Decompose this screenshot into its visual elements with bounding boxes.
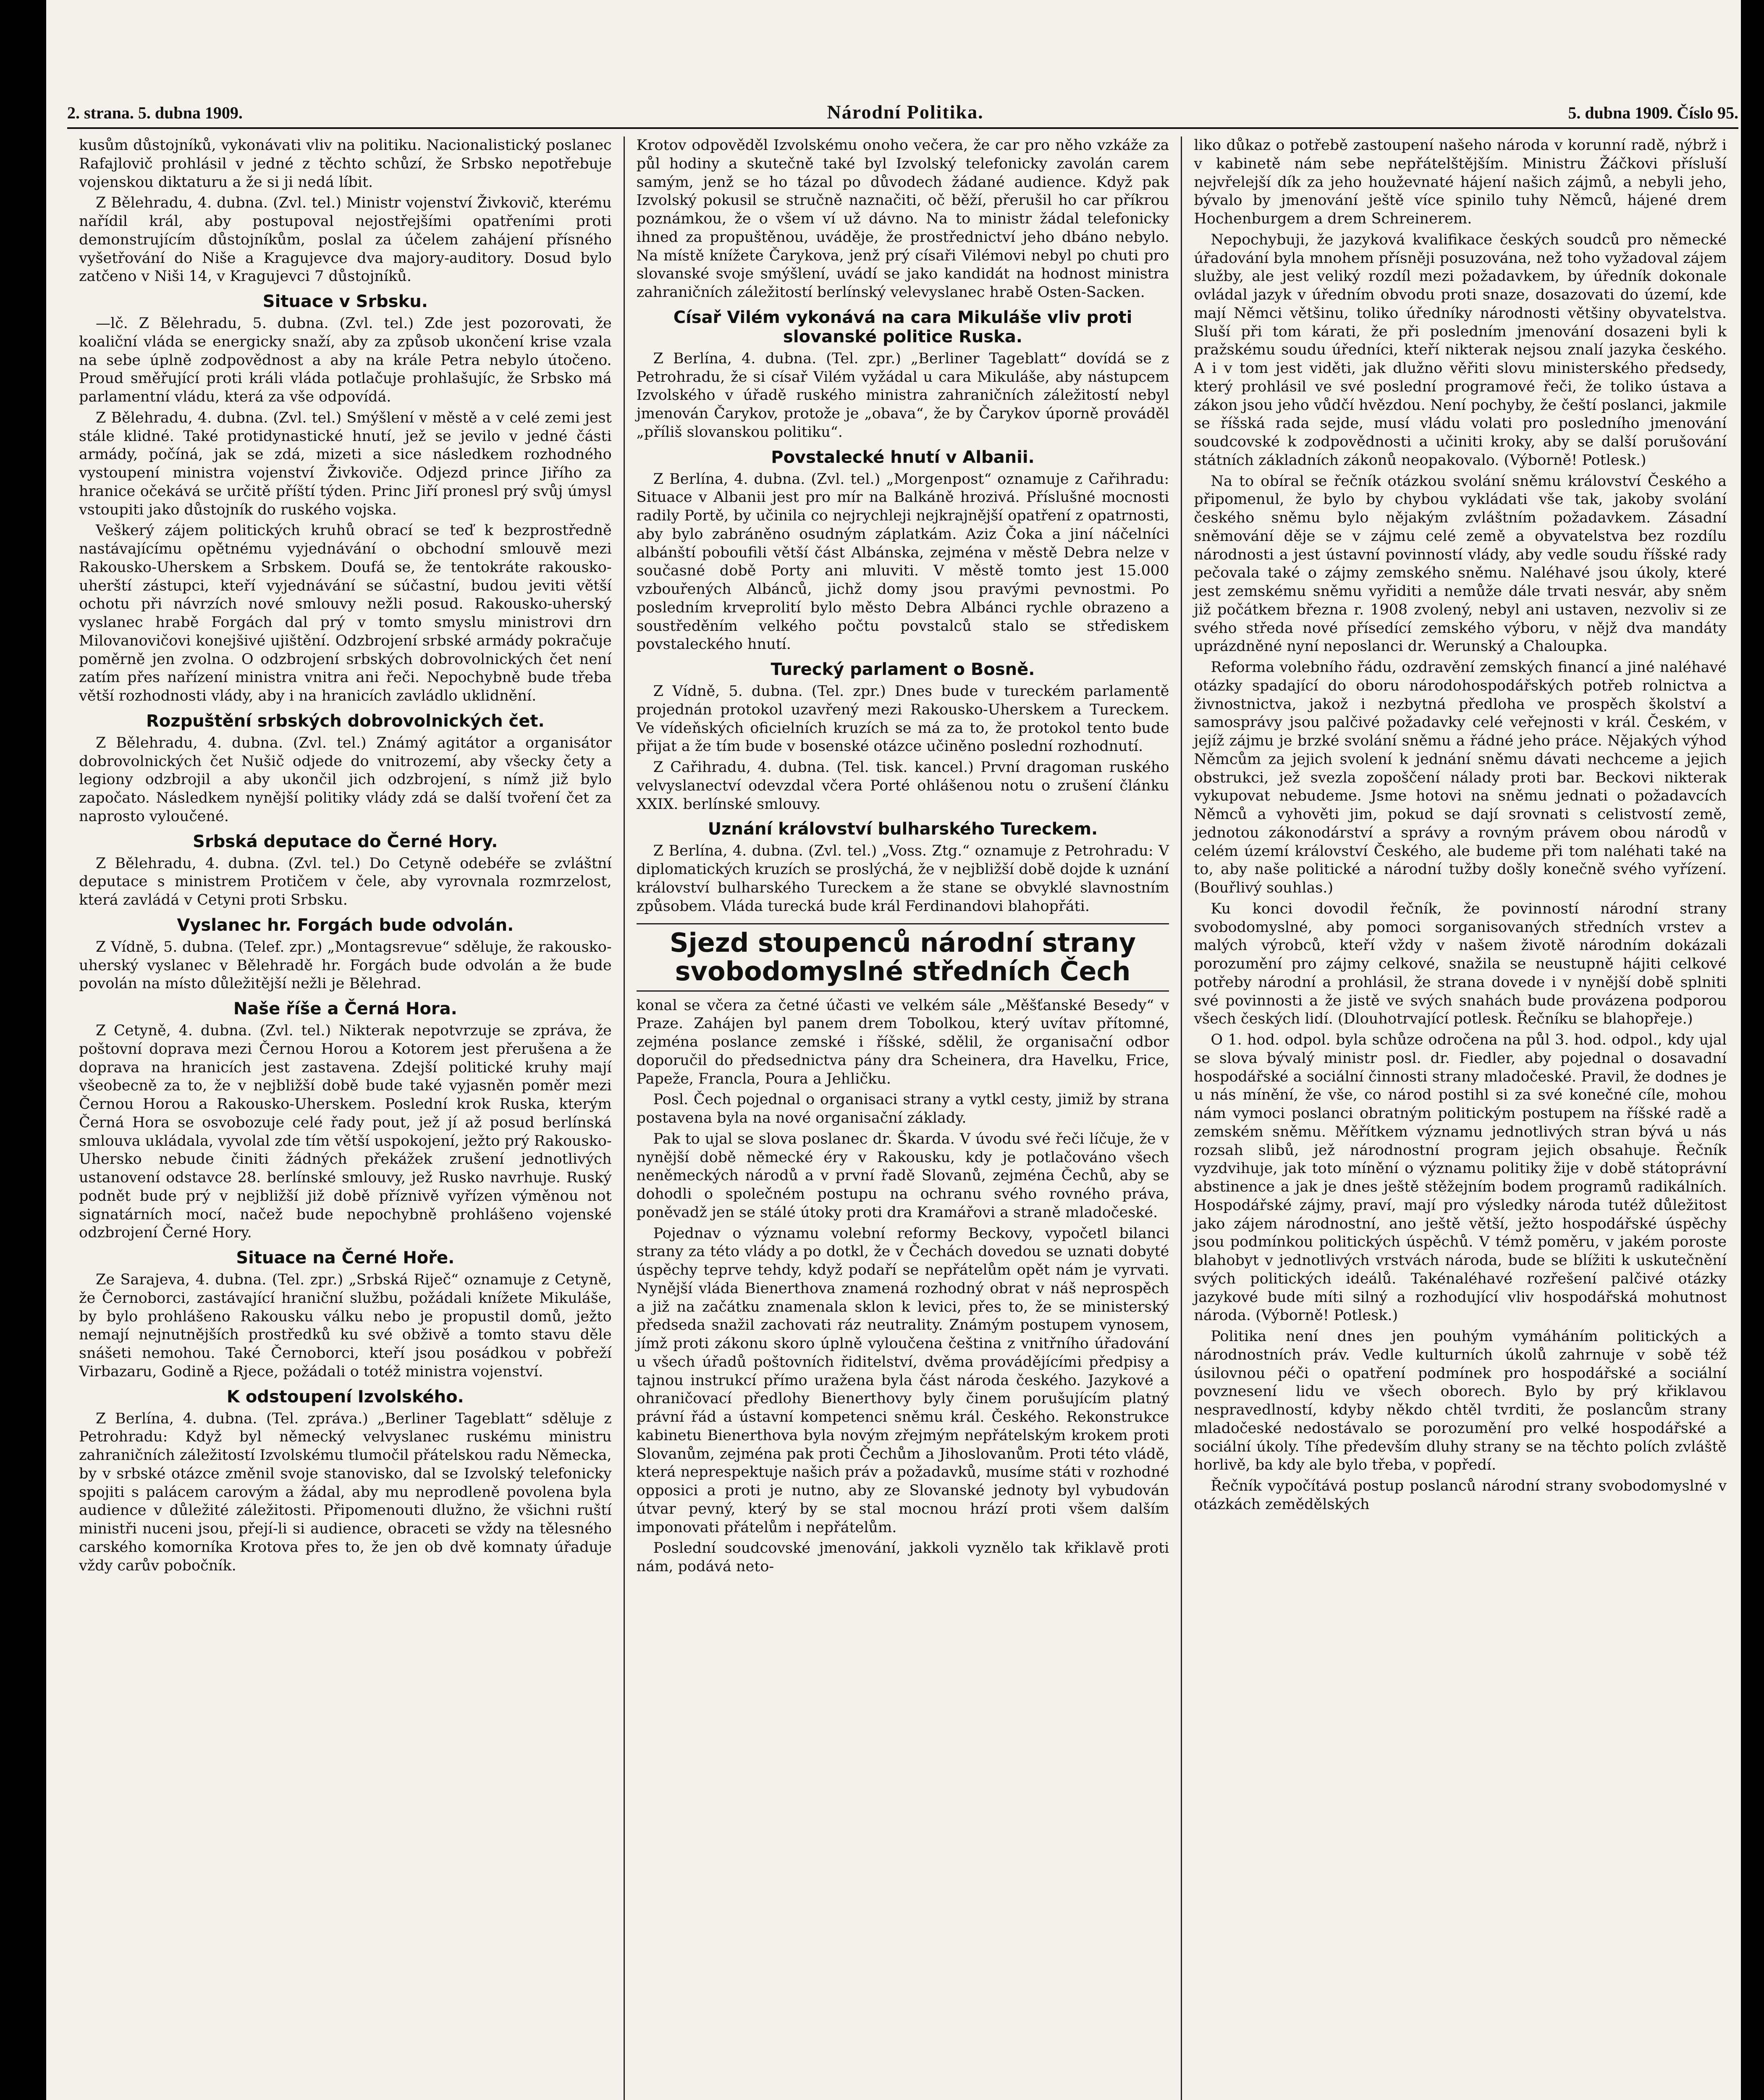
- paragraph: Na to obíral se řečník otázkou svolání sněmu království Českého a připomenul, že bylo by chybou vykládati vše tak, jakoby svolání českého sněmu bylo nějakým zvláštním požadavkem. Zásadní sněmování děje se v zájmu celé země a obyvatelstva bez rozdílu národnosti a jest ústavní povinností vlády, aby vedle soudu říšské rady pečovala také o zájmy zemského sněmu. Naléhavé jsou úkoly, které jest zemskému sněmu vyřiditi a nemůže dále trvati nesvár, aby sněm již počátkem března r. 1908 zvolený, nebyl ani ustaven, nezvoliv si ze svého středa nové přísedící zemského výboru, v nějž dva mandáty uprázdněné nyní neposlanci dr. Werunský a Chaloupka.: [1194, 472, 1727, 655]
- header-right: 5. dubna 1909. Číslo 95.: [1568, 103, 1738, 122]
- column-1: [67, 136, 625, 2100]
- page-header: [67, 101, 1738, 129]
- paragraph: Z Vídně, 5. dubna. (Telef. zpr.) „Montagsrevue“ sděluje, že rakousko-uherský vyslanec v Bělehradě hr. Forgách bude odvolán a že bude povolán na místo důležitější nežli je Bělehrad.: [79, 938, 612, 992]
- paragraph: Z Berlína, 4. dubna. (Tel. zpr.) „Berliner Tageblatt“ dovídá se z Petrohradu, že si císař Vilém vyžádal u cara Mikuláše, aby nástupcem Izvolského v úřadě ruského ministra zahraničních záležitostí nebyl jmenován Čarykov, protože je „obava“, že by Čarykov úporně prováděl „příliš slovanskou politiku“.: [636, 350, 1169, 441]
- paragraph: kusům důstojníků, vykonávati vliv na politiku. Nacionalistický poslanec Rafajlovič prohlásil v jedné z těchto schůzí, že Srbsko nepotřebuje vojenskou diktaturu a že si ji nedá líbit.: [79, 137, 612, 191]
- headline: Uznání království bulharského Tureckem.: [708, 819, 1098, 839]
- paragraph: Nepochybuji, že jazyková kvalifikace českých soudců pro německé úřadování byla mnohem přísněji posuzována, než toho vyžadoval zájem služby, ale jest veliký rozdíl mezi požadavkem, by úředník dokonale ovládal jazyk v úředním obvodu proti snaze, dosazovati do území, kde mají Němci většinu, toliko úředníky národnosti většiny obyvatelstva. Sluší při tom kárati, že při posledním jmenování dosazeni byli k pražskému soudu úředníci, kteří nikterak nejsou znalí jazyka českého. A i v tom jest viděti, jak dlužno věřiti slovu ministerského předsedy, který prohlásil ve své poslední programové řeči, že toliko ústava a zákon jsou jeho vůdčí hvězdou. Není pochyby, že čeští poslanci, jakmile se říšská rada sejde, musí vládu volati pro posledního jmenování soudcovské k zodpovědnosti a učiniti kroky, aby se další porušování státních základních zákonů neopakovalo. (Výborně! Potlesk.): [1194, 231, 1727, 469]
- article-columns: [67, 136, 1738, 2100]
- paragraph: Z Berlína, 4. dubna. (Zvl. tel.) „Morgenpost“ oznamuje z Cařihradu: Situace v Albanii jest pro mír na Balkáně hrozivá. Příslušné mocnosti radily Portě, by učinila co nejrychleji nejkrajnější opatření z opatrnosti, aby bylo zabráněno osudným záplatkám. Aziz Čoka a jiní náčelníci albánští poboufili větší část Albánska, zejména v městě Debra nelze v současné době Porty ani mluviti. V městě tomto jest 15.000 vzbouřených Albánců, jichž domy jsou pravými pevnostmi. Po posledním krveprolití bylo město Debra Albánci rychle obrazeno a soustředěním velkého počtu povstalců stalo se střediskem povstaleckého hnutí.: [636, 470, 1169, 653]
- column-3: [1182, 136, 1738, 2100]
- paragraph: Ku konci dovodil řečník, že povinností národní strany svobodomyslné, aby pomoci sorganisovaných středních vrstev a malých výrobců, kteří vždy v našem životě národním dokázali porozumění pro zájmy celkové, snažila se neustupně hájiti celkové potřeby národní a prohlásil, že strana dovede i v nynější době splniti své povinnosti a že jistě ve svých snahách bude provázena podporou všech českých lidí. (Dlouhotrvající potlesk. Řečníku se blahopřeje.): [1194, 900, 1727, 1028]
- paragraph: liko důkaz o potřebě zastoupení našeho národa v korunní radě, nýbrž i v kabinetě nám sebe nepřátelštějším. Ministru Žáčkovi přísluší nejvřelejší dík za jeho houževnaté hájení našich zájmů, a nebyli jeho, bývalo by jmenování ještě více spinilo tuhy Němců, hájené drem Hochenburgem a drem Schreinerem.: [1194, 137, 1727, 227]
- headline: Srbská deputace do Černé Hory.: [193, 832, 498, 851]
- paragraph: —lč. Z Bělehradu, 5. dubna. (Zvl. tel.) Zde jest pozorovati, že koaliční vláda se energicky snaží, aby za způsob ukončení krise vzala na sebe úplně zodpovědnost a aby na krále Petra nebylo útočeno. Proud směřující proti králi vláda potlačuje prohlašujíc, že Srbsko má parlamentní vládu, která za vše odpovídá.: [79, 315, 612, 405]
- paragraph: Politika není dnes jen pouhým vymáháním politických a národnostních práv. Vedle kulturních úkolů zahrnuje v sobě též úsilovnou péči o opatření podmínek pro hospodářské a sociální povznesení lidu ve všech oborech. Bylo by prý křiklavou nespravedlností, kdyby někdo chtěl tvrditi, že poslancům strany mladočeské nedostávalo se porozumění pro velké hospodářské a sociální úkoly. Tíhe především dluhy strany se na těchto polích zvláště horlivě, ba kdy ale bylo třeba, v popředí.: [1194, 1328, 1727, 1474]
- paragraph: Z Bělehradu, 4. dubna. (Zvl. tel.) Do Cetyně odebéře se zvláštní deputace s ministrem Protičem v čele, aby vyrovnala rozmrzelost, která zavládá v Cetyni proti Srbsku.: [79, 855, 612, 908]
- headline: Naše říše a Černá Hora.: [233, 999, 457, 1018]
- paragraph: Krotov odpověděl Izvolskému onoho večera, že car pro něho vzkáže za půl hodiny a skutečně také byl Izvolský telefonicky zavolán carem samým, jenž se ho tázal po důvodech žádané audience. Když pak Izvolský pokusil se stručně naznačiti, oč běží, přerušil ho car příkrou poznámkou, že o všem ví už dávno. Na to ministr žádal telefonicky ihned za propuštěnou, uváděje, že prostřednictví jeho dbáno nebylo. Na místě knížete Čarykova, jenž prý císaři Vilémovi nebyl po chuti pro slovanské svoje smýšlení, uvádí se jako kandidát na hodnost ministra zahraničních záležitostí berlínský velevyslanec hrabě Osten-Sacken.: [636, 137, 1169, 301]
- newspaper-page: [67, 101, 1738, 2100]
- paragraph: Z Berlína, 4. dubna. (Tel. zpráva.) „Berliner Tageblatt“ sděluje z Petrohradu: Když byl německý velvyslanec ruskému ministru zahraničních záležitostí Izvolskému tlumočil přátelskou radu Německa, by v srbské otázce změnil svoje stanovisko, dal se Izvolský telefonicky spojiti s palácem carovým a žádal, aby mu neprodleně povolena byla audience v důležité záležitosti. Připomenouti dlužno, že všichni ruští ministři nuceni jsou, přejí-li si audience, obraceti se vždy na tělesného carského komorníka Krotova přes to, že jen ob dvě komnaty úřaduje vždy carův pobočník.: [79, 1410, 612, 1574]
- paragraph: O 1. hod. odpol. byla schůze odročena na půl 3. hod. odpol., kdy ujal se slova bývalý ministr posl. dr. Fiedler, aby pojednal o dosavadní hospodářské a sociální činnosti strany mladočeské. Pravil, že dodnes je u nás mínění, že vše, co národ postihl si za své konečné cíle, mohou nám vymoci poslanci obratným politickým postupem na říšské radě a zemském sněmu. Měřítkem významu jednotlivých stran bývá u nás rozsah slibů, jež národnostní program jejich obsahuje. Řečník vyzdvihuje, jak toto mínění o významu politiky žije v době státoprávní abstinence a jak je dnes ještě stěžejním bodem programů radikálních. Hospodářské zájmy, praví, mají pro výsledky národa tutéž důležitost jako zájem národnostní, ano ještě větší, ježto hospodářské úspěchy jsou podmínkou politických úspěchů. V témž poměru, v jakém poroste blahobyt v jednotlivých vrstvách národa, bude se blížiti k uskutečnění svých politických ideálů. Takénaléhavé rozřešení palčivé otázky jazykové bude míti silný a rozhodující vliv hospodářská mohutnost národa. (Výborně! Potlesk.): [1194, 1032, 1727, 1324]
- main-headline: Sjezd stoupenců národní strany svobodomyslné středních Čech: [637, 923, 1169, 991]
- scan-border-right: [1741, 0, 1764, 2100]
- paragraph: Z Bělehradu, 4. dubna. (Zvl. tel.) Smýšlení v městě a v celé zemi jest stále klidné. Také protidynastické hnutí, jež se jevilo v jedné části armády, počíná, jak se zdá, mizeti a sice následkem rozhodného vystoupení ministra vojenství Živkoviče. Odjezd prince Jiřího za hranice očekává se určitě příští týden. Princ Jiří pronesl prý svůj úmysl vstoupiti jako důstojník do ruského vojska.: [79, 409, 612, 518]
- paragraph: Reforma volebního řádu, ozdravění zemských financí a jiné naléhavé otázky spadající do oboru národohospodářských potřeb rolnictva a živnostnictva, jakož i nezbytná předloha ve prospěch školství a samosprávy jsou palčivé požadavky celé veřejnosti v král. Českém, v jejíž zájmu je brzké svolání sněmu a řádné jeho práce. Nějakých výhod Němcům za jejich svolení k jednání sněmu dávati nechceme a jejich obstrukci, jež svezla zopoščení náladу proti bar. Beckovi nikterak vykupovat nebudeme. Jsme hotovi na sněmu jednati o požadavcích Němců a vyhověti jim, pokud se dají srovnati s celistvostí země, jednotou zákonodárství a správy a rovným právem obou národů v celém území království Českého, ale budeme při tom naléhati také na to, aby naše politické a národní tužby došly konečně svého vyřízení. (Bouřlivý souhlas.): [1194, 659, 1727, 896]
- headline: Povstalecké hnutí v Albanii.: [771, 447, 1035, 467]
- newspaper-title: Národní Politika.: [827, 101, 984, 123]
- paragraph: Řečník vypočítává postup poslanců národní strany svobodomyslné v otázkách zemědělských: [1194, 1478, 1727, 1513]
- headline: Turecký parlament o Bosně.: [771, 660, 1035, 679]
- paragraph: Z Cařihradu, 4. dubna. (Tel. tisk. kancel.) První dragoman ruského velvyslanectví odevzdal včera Porté ohlášenou notu o zrušení článku XXIX. berlínské smlouvy.: [636, 759, 1169, 813]
- header-left: 2. strana. 5. dubna 1909.: [67, 103, 243, 122]
- paragraph: Pak to ujal se slova poslanec dr. Škarda. V úvodu své řeči líčuje, že v nynější době německé éry v Rakousku, kdy je potlačováno všech neněmeckých národů a v první řadě Slovanů, zejména Čechů, aby se dohodli o společném postupu na ochranu svého rovného práva, poněvadž jen se stálé útoky proti dra Kramářovi a straně mladočeské.: [636, 1130, 1169, 1221]
- paragraph: Z Bělehradu, 4. dubna. (Zvl. tel.) Známý agitátor a organisátor dobrovolnických čet Nušič odjede do vnitrozemí, aby všecky čety a legiony odzbrojil a aby ukončil jich odzbrojení, s nímž již bylo započato. Následkem nynější politiky vlády zdá se další tvoření čet za naprosto vyloučené.: [79, 734, 612, 825]
- headline: K odstoupení Izvolského.: [226, 1387, 464, 1407]
- paragraph: Z Bělehradu, 4. dubna. (Zvl. tel.) Ministr vojenství Živkovič, kterému nařídil král, aby postupoval nejostřejšími opatřeními proti demonstrujícím důstojníkům, poslal za účelem zahájení přísného vyšetřování do Niše a Kragujevce dva majory-auditory. Dosud bylo zatčeno v Niši 14, v Kragujevci 7 důstojníků.: [79, 194, 612, 285]
- headline: Vyslanec hr. Forgách bude odvolán.: [177, 915, 514, 935]
- column-2: [625, 136, 1182, 2100]
- paragraph: Pojednav o významu volební reformy Beckovy, vypočetl bilanci strany za této vlády a po dotkl, že v Čechách dovedou se uznati dobyté úspěchy teprve tehdy, když podaří se nepřátelům opět nám je vyrvati. Nynější vláda Bienerthova znamená rozhodný obrat v náš neprospěch a již na začátku znamenala sklon k levici, přes to, že se ministerský předseda snažil zachovati ráz neutrality. Známým postupem vynosem, jímž proti zákonu skoro úplně vyloučena čeština z vnitřního úřadování u všech úřadů poštovních řiditelství, dvěma provádějícími předpisy a tajnou instrukcí přímo uražena byla část národa českého. Jazykové a ohraničovací předlohy Bienerthovy byly činem porušujícím platný právní řád a ústavní kompetenci sněmu král. Českého. Rekonstrukce kabinetu Bienerthova byla novým zřejmým nepřátelským krokem proti Slovanům, zejména pak proti Čechům a Jihoslovanům. Proti této vládě, která neprespektuje našich práv a požadavků, musíme státi v rozhodné opposici a proti je nutno, aby ze Slovanské jednoty byl vybudován útvar pevný, který by se stal mocnou hrází proti všem dalším imponovati přátelům i nepřátelům.: [636, 1225, 1169, 1536]
- paragraph: konal se včera za četné účasti ve velkém sále „Měšťanské Besedy“ v Praze. Zahájen byl panem drem Tobolkou, který uvítav přítomné, zejména poslance zemské i říšské, sdělil, že organisační odbor doporučil do předsednictva pány drа Scheinera, dra Havelku, Frice, Papeže, Francla, Poura a Jehličku.: [636, 997, 1169, 1087]
- paragraph: Z Berlína, 4. dubna. (Zvl. tel.) „Voss. Ztg.“ oznamuje z Petrohradu: V diplomatických kruzích se proslýchá, že v nejbližší době dojde k uznání království bulharského Tureckem a že stane se obvyklé slavnostním způsobem. Vláda turecká bude král Ferdinandovi blahopřáti.: [636, 843, 1169, 915]
- headline: Císař Vilém vykonává na cara Mikuláše vliv proti slovanské politice Ruska.: [673, 307, 1132, 346]
- paragraph: Posl. Čech pojednal o organisaci strany a vytkl cesty, jimiž by strana postavena byla na nové organisační základy.: [636, 1091, 1169, 1127]
- headline: Situace na Černé Hoře.: [236, 1248, 455, 1268]
- headline: Rozpuštění srbských dobrovolnických čet.: [146, 711, 545, 731]
- scan-border-left: [0, 0, 46, 2100]
- paragraph: Poslední soudcovské jmenování, jakkoli vyznělo tak křiklavě proti nám, podává neto-: [636, 1540, 1169, 1575]
- paragraph: Z Vídně, 5. dubna. (Tel. zpr.) Dnes bude v tureckém parlamentě projednán protokol uzavřený mezi Rakousko-Uherskem a Tureckem. Ve vídeňských oficielních kruzích se má za to, že protokol tento bude přijat a že tím bude v bosenské otázce učiněno poslední rozhodnutí.: [636, 683, 1169, 755]
- headline: Situace v Srbsku.: [262, 292, 428, 311]
- paragraph: Ze Sarajeva, 4. dubna. (Tel. zpr.) „Srbská Riječ“ oznamuje z Cetyně, že Černoborci, zastávající hraniční službu, požádali knížete Mikuláše, by bylo prohlášeno Rakousku válku nebo je propustil domů, ježto nemají nejnutnějších prostředků ku své obživě a tomto stavu děle snášeti nemohou. Také Černoborci, kteří jsou posádkou v pobřeží Virbazaru, Godině a Rjece, požádali o totéž ministra vojenství.: [79, 1271, 612, 1380]
- paragraph: Veškerý zájem politických kruhů obrací se teď k bezprostředně nastávajícímu opětnému vyjednávání o obchodní smlouvě mezi Rakousko-Uherskem a Srbskem. Doufá se, že tentokráte rakousko-uherští zástupci, kteří vyjednávání se súčastní, budou jeviti větší ochotu při návrzích nové smlouvy nežli posud. Rakousko-uherský vyslanec hrabě Forgách dal prý v tomto smyslu ministrovi drn Milovanovičovi konejšivé ujištění. Odzbrojení srbské armády pokračuje poměrně jen zvolna. O odzbrojení srbských dobrovolnických čet není zatím přes nařízení ministra vnitra ani řeči. Nepochybně bude třeba větší rozhodnosti vlády, aby i na hranicích zavládlo uklidnění.: [79, 522, 612, 704]
- paragraph: Z Cetyně, 4. dubna. (Zvl. tel.) Nikterak nepotvrzuje se zpráva, že poštovní doprava mezi Černou Horou a Kotorem jest přerušena a že doprava na hranicích jest zastavena. Zdejší politické kruhy mají všeobecně za to, že v nejbližší době bude také vyjasněn poměr mezi Černou Horou a Rakousko-Uherskem. Poslední krok Ruska, kterým Černá Hora se osvobozuje celé řady pout, jež jí až posud berlínská smlouva ukládala, vyvolal zde tím větší uspokojení, ježto prý Rakousko-Uhersko nebude činiti žádných překážek zrušení jednotlivých ustanovení odstavce 28. berlínské smlouvy, jež Rusko navrhuje. Ruský podnět bude prý v nejbližší již době příznivě vyřízen výměnou not signatárních mocí, načež bude nepochybně prohlášeno vojenské odzbrojení Černé Hory.: [79, 1022, 612, 1242]
